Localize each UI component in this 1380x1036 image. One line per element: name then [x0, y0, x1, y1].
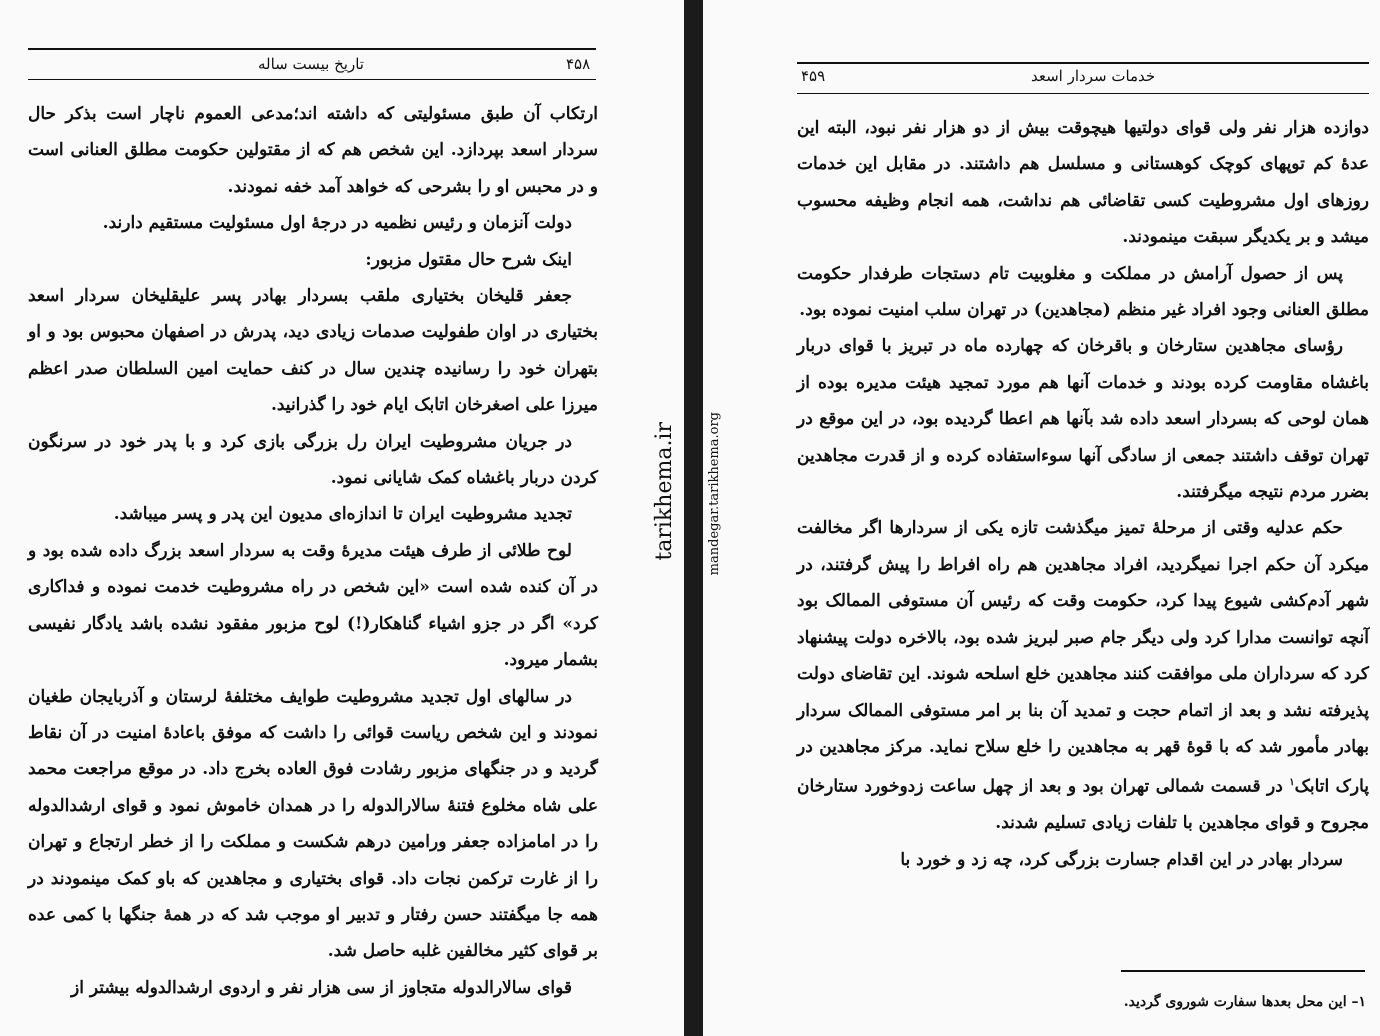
- page-number: ۴۵۹: [801, 67, 826, 85]
- header-rule-bottom: [797, 93, 1369, 94]
- header-rule-top: [28, 48, 596, 50]
- paragraph: پس از حصول آرامش در مملکت و مغلوبیت تام دستجات طرفدار حکومت مطلق العنانی وجود افراد غیر منظم (مجاهدین) در تهران سلب امنیت نموده بود.: [797, 263, 1369, 321]
- body-text: [797, 110, 1369, 878]
- paragraph: تجدید مشروطیت ایران تا اندازه‌ای مدیون این پدر و پسر میباشد.: [113, 504, 572, 525]
- watermark-secondary: mandegar.tarikhema.org: [707, 412, 722, 576]
- paragraph: رؤسای مجاهدین ستارخان و باقرخان که چهارده ماه در تبریز با قوای دربار باغشاه مقاومت کرده بودند و خدمات آنها هم مورد تمجید هیئت مدیره بوده از همان لوحی که بسردار اسعد داده شد بآنها هم اعطا گردیده بود، در این موقع در تهران توقف داشتند جمعی از سادگی آنها سوءاستفاده کرده و از قدرت مجاهدین بضرر مردم نتیجه میگرفتند.: [797, 336, 1369, 503]
- paragraph: ارتکاب آن طبق مسئولیتی که داشته اند؛مدعی العموم ناچار است بذکر حال سردار اسعد بپردازد. این شخص هم که از مقتولین حکومت مطلق العنانی است و در محبس او را بشرحی که خواهد آمد خفه نمودند.: [28, 104, 598, 197]
- left-page: [0, 0, 684, 1036]
- paragraph: دولت آنزمان و رئیس نظمیه در درجهٔ اول مسئولیت مستقیم دارند.: [102, 213, 572, 234]
- header-title: تاریخ بیست ساله: [258, 55, 364, 73]
- header-rule-bottom: [28, 79, 596, 80]
- page-number: ۴۵۸: [566, 55, 591, 73]
- paragraph: لوح طلائی از طرف هیئت مدیرهٔ وقت به سردار اسعد بزرگ داده شده بود و در آن کنده شده است «این شخص در راه مشروطیت خدمت نموده و فداکاری کرد» اگر در جزو اشیاء گناهکار(!) لوح مزبور مفقود نشده باشد یادگار نفیسی بشمار میرود.: [28, 540, 598, 671]
- right-page: [703, 0, 1380, 1036]
- footnote-marker: ۱: [1289, 777, 1295, 789]
- paragraph: اینک شرح حال مقتول مزبور:: [365, 249, 572, 270]
- paragraph: دوازده هزار نفر ولی قوای دولتیها هیچوقت بیش از دو هزار نفر نبود، البته این عدهٔ کم توپهای کوچک کوهستانی و مسلسل هم داشتند. در مقابل این خدمات روزهای اول مشروطیت کسی تقاضائی هم نداشت، همه انجام وظیفه محسوب میشد و بر یکدیگر سبقت مینمودند.: [797, 118, 1369, 248]
- paragraph: جعفر قلیخان بختیاری ملقب بسردار بهادر پسر علیقلیخان سردار اسعد بختیاری در اوان طفولیت صدمات زیادی دید، پدرش در اصفهان محبوس بود و او بتهران خود را رسانیده چندین سال در کنف حمایت امین السلطان صدر اعظم میرزا علی اصغرخان اتابک ایام خود را گذرانید.: [28, 286, 598, 416]
- paragraph: [797, 510, 1369, 841]
- footnote-rule: [1121, 970, 1365, 972]
- body-text: [28, 96, 598, 1006]
- header-title: خدمات سردار اسعد: [1031, 67, 1156, 85]
- paragraph: در سالهای اول تجدید مشروطیت طوایف مختلفهٔ لرستان و آذربایجان طغیان نمودند و این شخص ریاست قوائی را داشت که موفق باعادهٔ امنیت در آن نقاط گردید و در جنگهای مزبور رشادت فوق العاده بخرج داد. در موقع مراجعت محمد علی شاه مخلوع فتنهٔ سالارالدوله را در همدان خاموش نمود و قوای ارشدالدوله را در امامزاده جعفر ورامین درهم شکست و مملکت را از خطر ارتجاع و تهران را از غارت ترکمن نجات داد. قوای بختیاری و مجاهدین که باو کمک مینمودند در همه جا میگفتند حسن رفتار و تدبیر او موجب شد که در همهٔ جنگها با کمی عده بر قوای کثیر مخالفین غلبه حاصل شد.: [28, 686, 598, 962]
- paragraph: سردار بهادر در این اقدام جسارت بزرگی کرد، چه زد و خورد با: [900, 849, 1343, 870]
- paragraph: در جریان مشروطیت ایران رل بزرگی بازی کرد و با پدر خود در سرنگون کردن دربار باغشاه کمک شایانی نمود.: [28, 431, 598, 489]
- paragraph-text: حکم عدلیه وقتی از مرحلهٔ تمیز میگذشت تازه یکی از سردارها اگر مخالفت میکرد آن حکم اجرا نمیگردید، افراد مجاهدین هم راه افراط را پیش گرفتند، در شهر آدم‌کشی شیوع پیدا کرد، حکومت وقت که رئیس آن مستوفی الممالک بود آنچه توانست مدارا کرد ولی دیگر جام صبر لبریز شده بود، بالاخره دولت پیشنهاد کرد که سرداران ملی موافقت کنند مجاهدین خلع اسلحه شوند. این تقاضای دولت پذیرفته نشد و بعد از اتمام حجت و تمدید آن بنا بر امر مستوفی الممالک سردار بهادر مأمور شد که با قوهٔ قهر به مجاهدین را خلع سلاح نماید. مرکز مجاهدین در پارک اتابک: [797, 518, 1370, 797]
- footnote: ۱– این محل بعدها سفارت شوروی گردید.: [1123, 994, 1366, 1010]
- header-rule-top: [797, 62, 1369, 64]
- paragraph: قوای سالارالدوله متجاوز از سی هزار نفر و اردوی ارشدالدوله بیشتر از: [71, 977, 572, 998]
- paragraph-text: در قسمت شمالی تهران بود و بعد از چهل ساعت زدوخورد ستارخان مجروح و قوای مجاهدین با تلفات زیادی تسلیم شدند.: [797, 776, 1369, 834]
- watermark-primary: tarikhema.ir: [652, 422, 677, 561]
